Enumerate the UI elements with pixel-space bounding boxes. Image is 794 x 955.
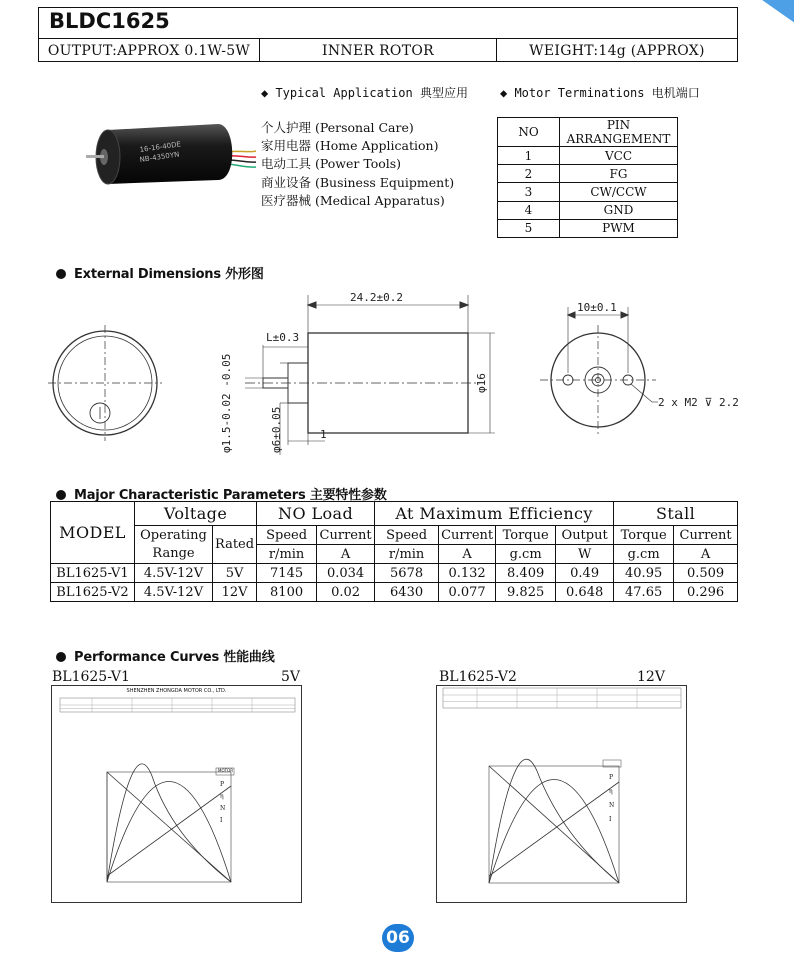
param-unit: g.cm bbox=[614, 545, 674, 564]
param-header-noload: NO Load bbox=[257, 502, 375, 526]
row-cell: 7145 bbox=[257, 564, 317, 583]
pin-no: 2 bbox=[498, 165, 560, 183]
typical-application-heading: ◆ Typical Application 典型应用 bbox=[261, 86, 468, 100]
param-sub: Torque bbox=[496, 526, 556, 545]
row-cell: 8100 bbox=[257, 583, 317, 602]
row-cell: 47.65 bbox=[614, 583, 674, 602]
row-cell: 0.02 bbox=[317, 583, 375, 602]
motor-photo bbox=[78, 120, 258, 190]
dim-boss-len: 1 bbox=[320, 428, 327, 441]
major-parameters-heading: Major Characteristic Parameters 主要特性参数 bbox=[56, 484, 387, 503]
performance-graph-v1 bbox=[51, 685, 302, 903]
motor-label-1: 16-16-40DE bbox=[139, 140, 182, 154]
param-header-model: MODEL bbox=[51, 502, 135, 564]
dim-shaft-length: L±0.3 bbox=[266, 331, 300, 344]
parameters-table bbox=[50, 501, 738, 602]
weight-cell: WEIGHT:14g (APPROX) bbox=[529, 42, 705, 59]
table-row bbox=[51, 564, 738, 583]
pin-name: CW/CCW bbox=[560, 183, 678, 201]
legend-i: I bbox=[609, 816, 612, 823]
applications-list bbox=[261, 119, 454, 210]
rotor-cell: INNER ROTOR bbox=[260, 39, 497, 62]
param-sub-operating: Operating bbox=[135, 526, 213, 545]
application-item: 家用电器 (Home Application) bbox=[261, 138, 439, 154]
row-cell: 4.5V-12V bbox=[135, 564, 213, 583]
row-cell: 40.95 bbox=[614, 564, 674, 583]
row-cell: 12V bbox=[213, 583, 257, 602]
pin-header-arrangement: PIN ARRANGEMENT bbox=[560, 118, 678, 147]
legend-i: I bbox=[220, 817, 223, 824]
curve-v2-name: BL1625-V2 bbox=[439, 669, 517, 685]
pin-header-no: NO bbox=[498, 118, 560, 147]
row-cell: 5678 bbox=[375, 564, 439, 583]
pin-table bbox=[497, 117, 678, 238]
row-cell: 0.077 bbox=[439, 583, 496, 602]
motor-label-2: NB-4350YN bbox=[139, 150, 180, 164]
param-sub: Torque bbox=[614, 526, 674, 545]
row-cell: 0.132 bbox=[439, 564, 496, 583]
pin-name: PWM bbox=[560, 219, 678, 237]
param-unit-range: Range bbox=[135, 545, 213, 564]
row-cell: 8.409 bbox=[496, 564, 556, 583]
legend-p: P bbox=[220, 781, 225, 788]
spec-header bbox=[38, 7, 738, 62]
curve-v2-voltage: 12V bbox=[637, 669, 665, 685]
pin-no: 1 bbox=[498, 147, 560, 165]
dim-boss-dia: φ6±0.05 bbox=[270, 406, 283, 453]
pin-no: 3 bbox=[498, 183, 560, 201]
dimension-drawing bbox=[40, 285, 760, 470]
corner-ribbon bbox=[744, 0, 794, 30]
param-unit: A bbox=[674, 545, 738, 564]
dim-pitch: 10±0.1 bbox=[577, 301, 617, 314]
param-unit: A bbox=[317, 545, 375, 564]
legend-p: P bbox=[609, 774, 614, 781]
output-cell: OUTPUT:APPROX 0.1W-5W bbox=[39, 39, 260, 62]
param-unit: r/min bbox=[375, 545, 439, 564]
front-view bbox=[540, 307, 658, 435]
param-sub-rated: Rated bbox=[213, 526, 257, 564]
dim-shaft-dia: φ1.5-0.02 -0.05 bbox=[220, 353, 233, 453]
row-cell: BL1625-V1 bbox=[51, 564, 135, 583]
application-item: 商业设备 (Business Equipment) bbox=[261, 174, 455, 190]
rear-view bbox=[48, 325, 162, 441]
param-header-stall: Stall bbox=[614, 502, 738, 526]
dim-holes: 2 x M2 ⊽ 2.2 bbox=[658, 396, 739, 409]
param-unit: W bbox=[556, 545, 614, 564]
motor-terminations-heading: ◆ Motor Terminations 电机端口 bbox=[500, 86, 700, 100]
performance-graph-v2 bbox=[436, 685, 687, 903]
application-item: 电动工具 (Power Tools) bbox=[261, 156, 402, 172]
row-cell: 0.648 bbox=[556, 583, 614, 602]
row-cell: 0.034 bbox=[317, 564, 375, 583]
pin-name: GND bbox=[560, 201, 678, 219]
dim-length: 24.2±0.2 bbox=[350, 291, 403, 304]
param-sub: Current bbox=[674, 526, 738, 545]
legend-eta: η bbox=[220, 793, 224, 800]
legend-n: N bbox=[220, 805, 226, 812]
param-sub: Current bbox=[317, 526, 375, 545]
row-cell: 0.296 bbox=[674, 583, 738, 602]
pin-no: 5 bbox=[498, 219, 560, 237]
row-cell: BL1625-V2 bbox=[51, 583, 135, 602]
param-unit: g.cm bbox=[496, 545, 556, 564]
curve-v1-name: BL1625-V1 bbox=[52, 669, 130, 685]
param-unit: A bbox=[439, 545, 496, 564]
legend-n: N bbox=[609, 802, 615, 809]
page-number: 06 bbox=[382, 924, 414, 952]
table-row bbox=[51, 583, 738, 602]
external-dimensions-heading: External Dimensions 外形图 bbox=[56, 263, 264, 282]
pin-name: VCC bbox=[560, 147, 678, 165]
legend-motor: MOTOR bbox=[218, 768, 233, 773]
pin-no: 4 bbox=[498, 201, 560, 219]
param-sub: Current bbox=[439, 526, 496, 545]
graph-company: SHENZHEN ZHONGDA MOTOR CO., LTD. bbox=[126, 688, 227, 694]
param-sub: Output bbox=[556, 526, 614, 545]
pin-name: FG bbox=[560, 165, 678, 183]
param-header-maxeff: At Maximum Efficiency bbox=[375, 502, 614, 526]
param-sub: Speed bbox=[375, 526, 439, 545]
row-cell: 9.825 bbox=[496, 583, 556, 602]
row-cell: 6430 bbox=[375, 583, 439, 602]
row-cell: 0.49 bbox=[556, 564, 614, 583]
performance-curves-heading: Performance Curves 性能曲线 bbox=[56, 646, 275, 665]
legend-eta: η bbox=[609, 788, 613, 795]
param-header-voltage: Voltage bbox=[135, 502, 257, 526]
application-item: 个人护理 (Personal Care) bbox=[261, 120, 414, 135]
row-cell: 5V bbox=[213, 564, 257, 583]
application-item: 医疗器械 (Medical Apparatus) bbox=[261, 192, 445, 208]
dim-diameter: φ16 bbox=[475, 373, 488, 393]
param-unit: r/min bbox=[257, 545, 317, 564]
row-cell: 4.5V-12V bbox=[135, 583, 213, 602]
curve-v1-voltage: 5V bbox=[281, 669, 301, 685]
model-title: BLDC1625 bbox=[49, 9, 170, 33]
row-cell: 0.509 bbox=[674, 564, 738, 583]
param-sub: Speed bbox=[257, 526, 317, 545]
